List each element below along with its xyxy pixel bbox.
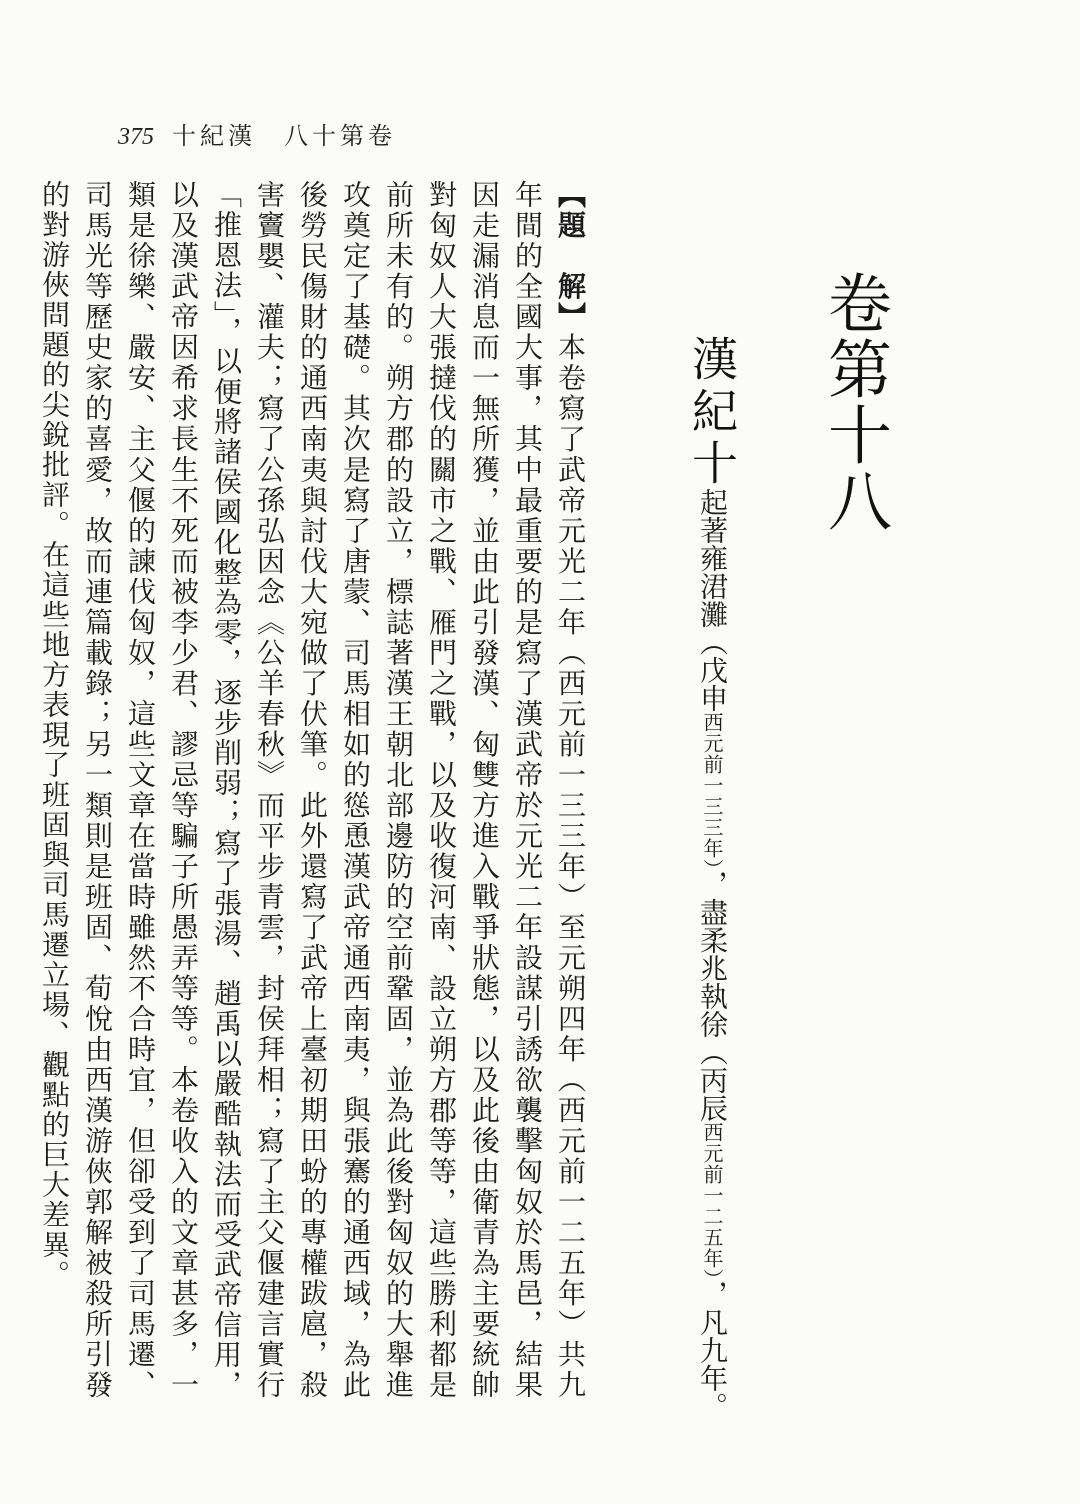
page-header	[118, 116, 396, 151]
span-part-2: 西元前一三三年）	[700, 712, 724, 870]
running-title: 十紀漢 八十第卷	[172, 122, 396, 150]
commentary-tag: 【題 解】	[554, 180, 587, 333]
page-number: 375	[118, 124, 154, 150]
span-part-3: ，盡柔兆執徐（丙辰	[696, 870, 729, 1122]
chapter-title: 漢紀十	[685, 335, 739, 491]
commentary-body: 本卷寫了武帝元光二年（西元前一三三年）至元朔四年（西元前一二五年）共九年間的全國大事，其中最重要的是寫了漢武帝於元光二年設謀引誘欲襲擊匈奴於馬邑，結果因走漏消息而一無所獲，並由此引發漢、匈雙方進入戰爭狀態，以及此後由衛青為主要統帥對匈奴人大張撻伐的關市之戰、雁門之戰，以及收復河南、設立朔方郡等等，這些勝利都是前所未有的。朔方郡的設立，標誌著漢王朝北部邊防的空前鞏固，並為此後對匈奴的大舉進攻奠定了基礎。其次是寫了唐蒙、司馬相如的慫恿漢武帝通西南夷，與張騫的通西域，為此後勞民傷財的通西南夷與討伐大宛做了伏筆。此外還寫了武帝上臺初期田蚡的專權跋扈，殺害竇嬰、灌夫；寫了公孫弘因念《公羊春秋》而平步青雲，封侯拜相；寫了主父偃建言實行「推恩法」，以便將諸侯國化整為零，逐步削弱；寫了張湯、趙禹以嚴酷執法而受武帝信用，以及漢武帝因希求長生不死而被李少君、謬忌等騙子所愚弄等等。本卷收入的文章甚多，一類是徐樂、嚴安、主父偃的諫伐匈奴，這些文章在當時雖然不合時宜，但卻受到了司馬遷、司馬光等歷史家的喜愛，故而連篇載錄；另一類則是班固、荀悅由西漢游俠郭解被殺所引發的對游俠問題的尖銳批評。在這些地方表現了班固與司馬遷立場、觀點的巨大差異。	[38, 180, 587, 1401]
span-part-5: ，凡九年。	[696, 1280, 729, 1420]
chapter-date-span	[684, 488, 740, 1420]
span-part-4: 西元前一二五年）	[700, 1122, 724, 1280]
commentary-text	[38, 180, 592, 1401]
span-part-1: 起著雍涒灘（戊申	[696, 488, 729, 712]
volume-title: 卷第十八	[817, 270, 891, 534]
